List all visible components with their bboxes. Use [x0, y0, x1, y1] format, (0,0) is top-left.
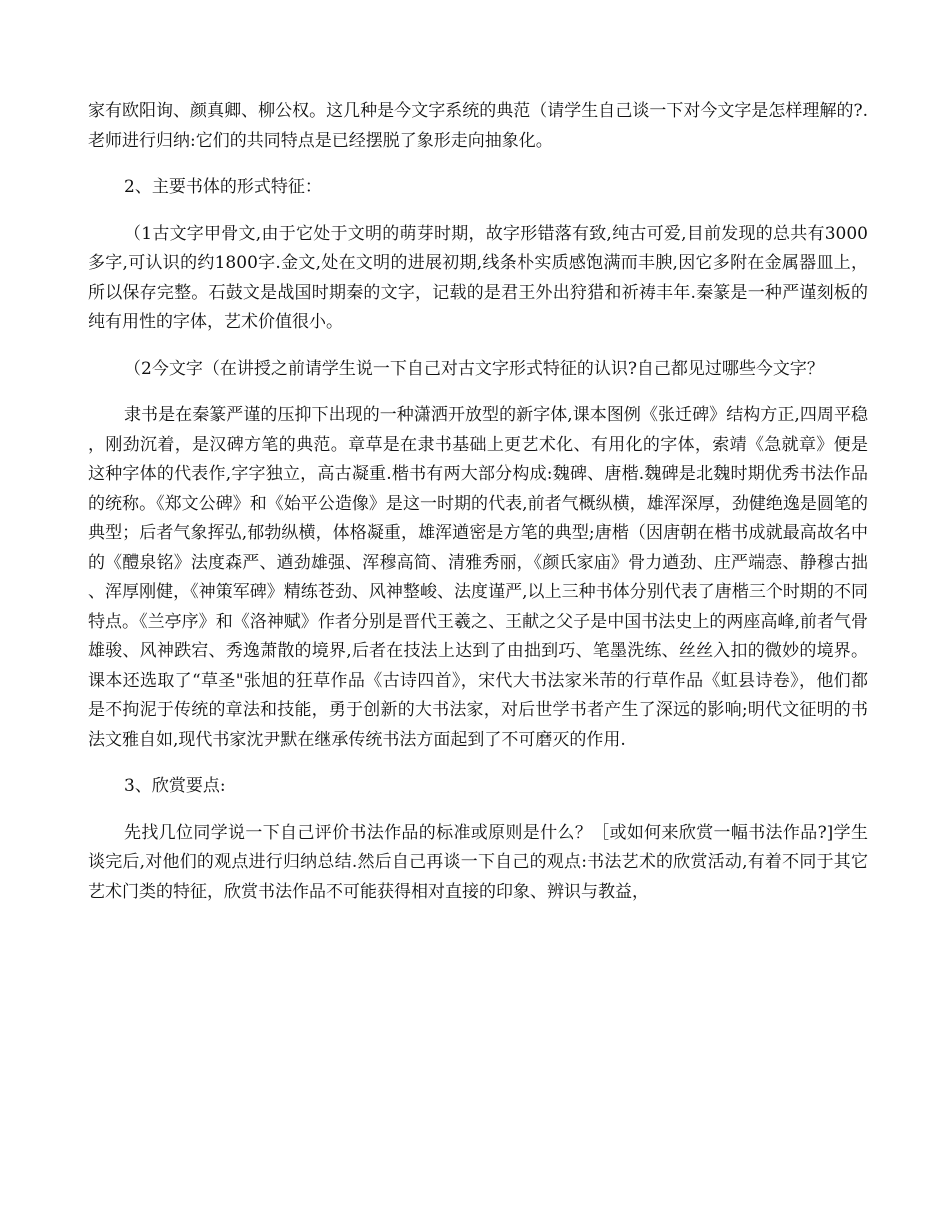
paragraph-modern-script-masters: 家有欧阳询、颜真卿、柳公权。这几种是今文字系统的典范（请学生自己谈一下对今文字是怎样理解的?.老师进行归纳:它们的共同特点是已经摆脱了象形走向抽象化。: [88, 101, 868, 151]
paragraph-appreciation: 先找几位同学说一下自己评价书法作品的标准或原则是什么？［或如何来欣赏一幅书法作品?]学生谈完后,对他们的观点进行归纳总结.然后自己再谈一下自己的观点:书法艺术的欣赏活动,有着不同于其它艺术门类的特征，欣赏书法作品不可能获得相对直接的印象、辨识与教益，: [88, 822, 868, 902]
paragraph-clerical-to-cursive: 隶书是在秦篆严谨的压抑下出现的一种潇洒开放型的新字体,课本图例《张迁碑》结构方正,四周平稳，刚劲沉着，是汉碑方笔的典范。章草是在隶书基础上更艺术化、有用化的字体，索靖《急就章》便是这种字体的代表作,字字独立，高古凝重.楷书有两大部分构成:魏碑、唐楷.魏碑是北魏时期优秀书法作品的统称。《郑文公碑》和《始平公造像》是这一时期的代表,前者气概纵横，雄浑深厚，劲健绝逸是圆笔的典型；后者气象挥弘,郁勃纵横，体格凝重，雄浑遒密是方笔的典型;唐楷（因唐朝在楷书成就最高故名中的《醴泉铭》法度森严、遒劲雄强、浑穆高简、清雅秀丽，《颜氏家庙》骨力遒劲、庄严端悫、静穆古拙、浑厚刚健，《神策军碑》精练苍劲、风神整峻、法度谨严,以上三种书体分别代表了唐楷三个时期的不同特点。《兰亭序》和《洛神赋》作者分别是晋代王羲之、王献之父子是中国书法史上的两座高峰,前者气骨雄骏、风神跌宕、秀逸萧散的境界,后者在技法上达到了由拙到巧、笔墨洗练、丝丝入扣的微妙的境界。课本还选取了“草圣"张旭的狂草作品《古诗四首》，宋代大书法家米芾的行草作品《虹县诗卷》，他们都是不拘泥于传统的章法和技能，勇于创新的大书法家，对后世学书者产生了深远的影响;明代文征明的书法文雅自如,现代书家沈尹默在继承传统书法方面起到了不可磨灭的作用.: [88, 405, 868, 750]
paragraph-modern-scripts-intro: （2今文字（在讲授之前请学生说一下自己对古文字形式特征的认识?自己都见过哪些今文字？: [124, 358, 824, 379]
heading-appreciation-points: 3、欣赏要点:: [124, 776, 226, 796]
heading-main-script-features: 2、主要书体的形式特征：: [124, 177, 322, 197]
paragraph-ancient-scripts: （1古文字甲骨文,由于它处于文明的萌芽时期，故字形错落有致,纯古可爱,目前发现的总共有3000多字,可认识的约1800字.金文,处在文明的进展初期,线条朴实质感饱满而丰腴,因它多附在金属器皿上，所以保存完整。石鼓文是战国时期秦的文字，记载的是君王外出狩猎和祈祷丰年.秦篆是一种严谨刻板的纯有用性的字体，艺术价值很小。: [88, 223, 868, 332]
document-page: [88, 97, 868, 924]
